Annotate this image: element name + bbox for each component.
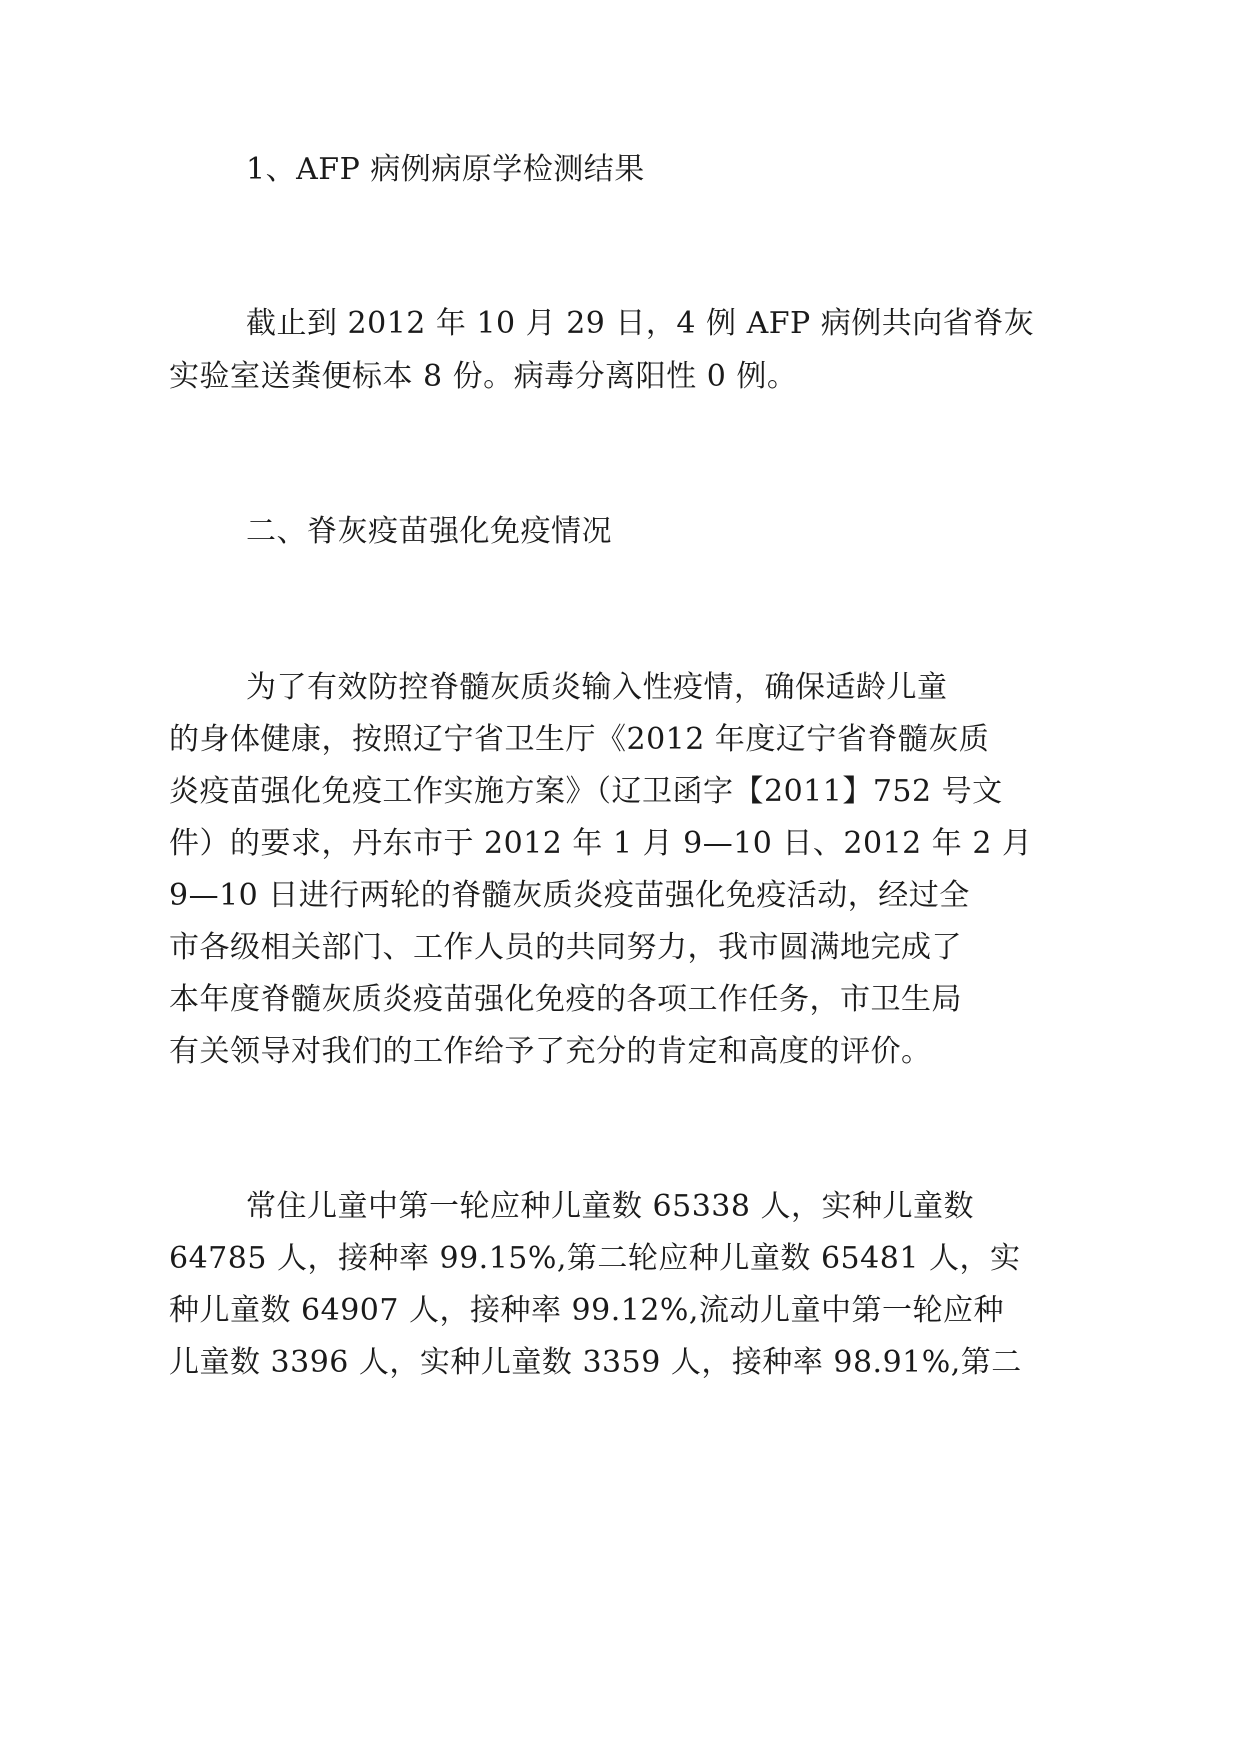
paragraph-line: 实验室送粪便标本 8 份。病毒分离阳性 0 例。 <box>169 359 798 394</box>
paragraph-line: 9—10 日进行两轮的脊髓灰质炎疫苗强化免疫活动，经过全 <box>169 878 970 913</box>
paragraph-line: 炎疫苗强化免疫工作实施方案》（辽卫函字【2011】752 号文 <box>169 774 1003 809</box>
paragraph-line: 常住儿童中第一轮应种儿童数 65338 人，实种儿童数 <box>246 1189 975 1224</box>
paragraph-line: 市各级相关部门、工作人员的共同努力，我市圆满地完成了 <box>169 930 962 965</box>
paragraph-line: 本年度脊髓灰质炎疫苗强化免疫的各项工作任务，市卫生局 <box>169 982 962 1017</box>
paragraph-line: 截止到 2012 年 10 月 29 日，4 例 AFP 病例共向省脊灰 <box>246 306 1035 341</box>
paragraph-line: 64785 人，接种率 99.15%,第二轮应种儿童数 65481 人，实 <box>169 1241 1021 1276</box>
paragraph-line: 种儿童数 64907 人，接种率 99.12%,流动儿童中第一轮应种 <box>169 1293 1004 1328</box>
paragraph-line: 儿童数 3396 人，实种儿童数 3359 人，接种率 98.91%,第二 <box>169 1345 1022 1380</box>
section-heading-afp-results: 1、AFP 病例病原学检测结果 <box>246 152 645 187</box>
paragraph-line: 件）的要求，丹东市于 2012 年 1 月 9—10 日、2012 年 2 月 <box>169 826 1033 861</box>
paragraph-line: 为了有效防控脊髓灰质炎输入性疫情，确保适龄儿童 <box>246 670 948 705</box>
paragraph-line: 有关领导对我们的工作给予了充分的肯定和高度的评价。 <box>169 1034 932 1069</box>
paragraph-line: 的身体健康，按照辽宁省卫生厅《2012 年度辽宁省脊髓灰质 <box>169 722 990 757</box>
section-heading-polio-immunization: 二、脊灰疫苗强化免疫情况 <box>246 514 612 549</box>
